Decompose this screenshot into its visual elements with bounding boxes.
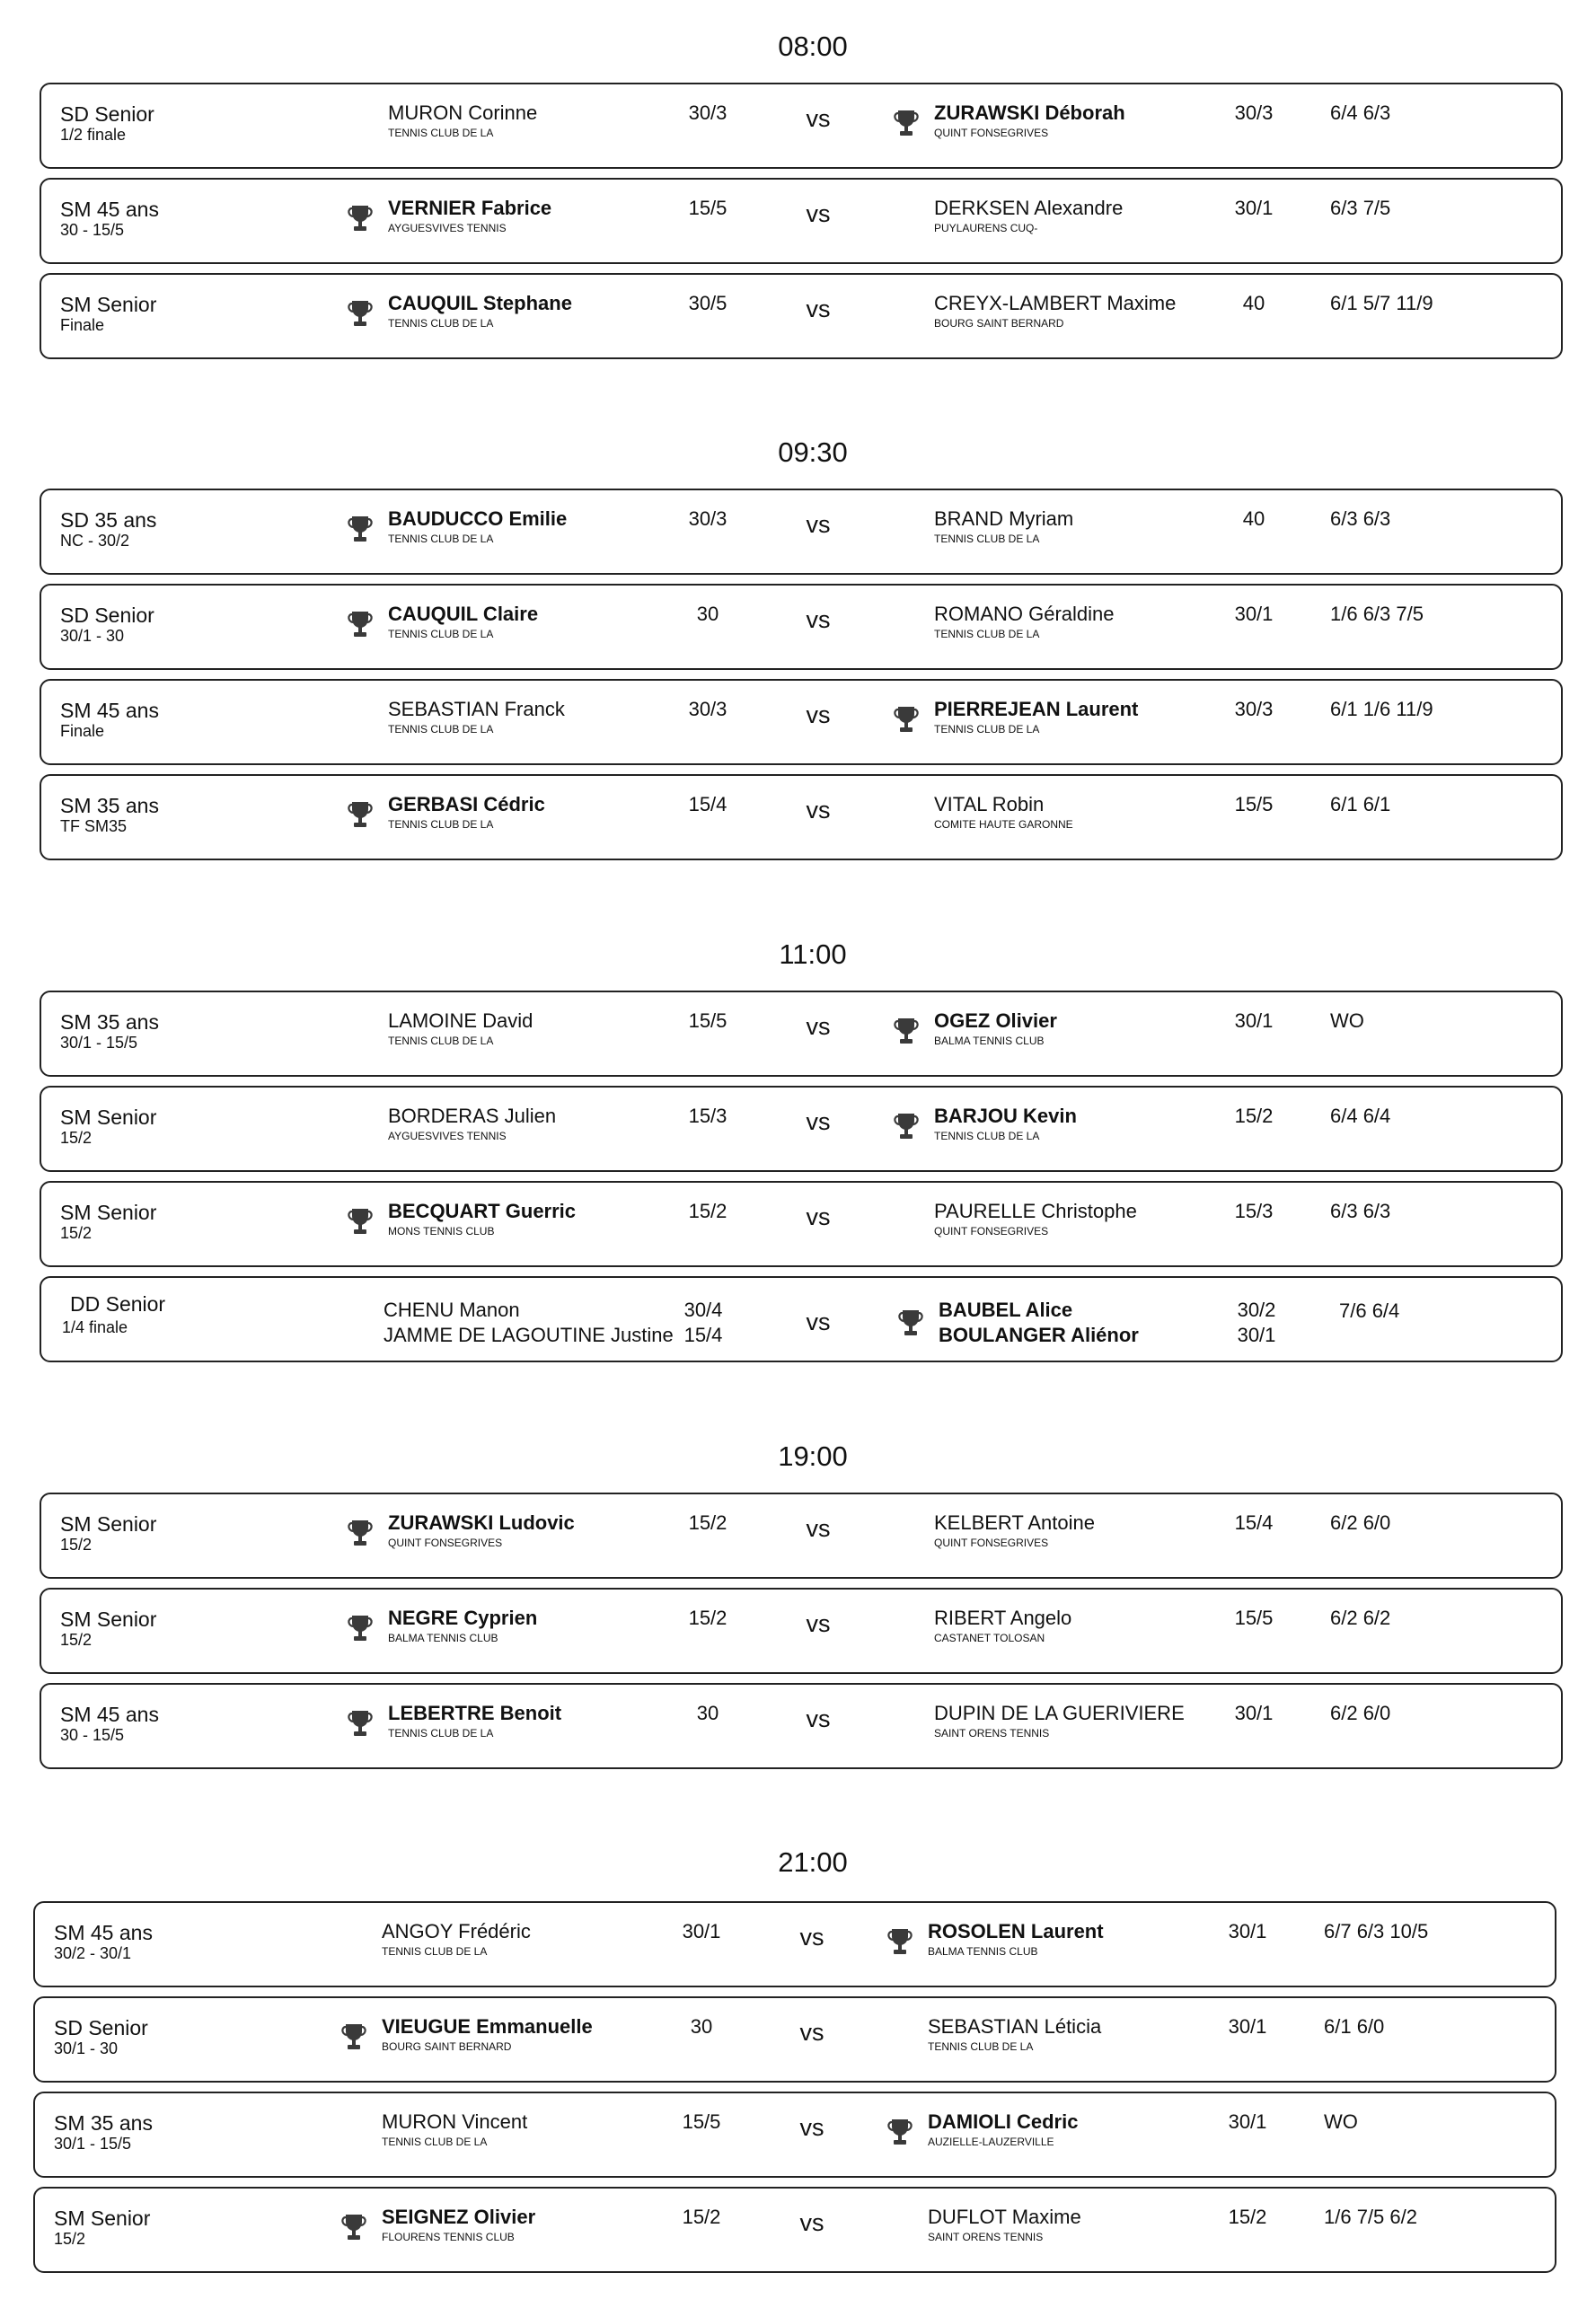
player1-name: NEGRE Cyprien <box>388 1607 538 1629</box>
session-time: 21:00 <box>778 1846 848 1878</box>
player2-club: TENNIS CLUB DE LA <box>934 533 1040 545</box>
round-label: 30 - 15/5 <box>60 221 125 239</box>
versus-label: vs <box>806 606 831 633</box>
match-card <box>40 774 1563 860</box>
player2-name: ZURAWSKI Déborah <box>934 101 1125 124</box>
session-time: 08:00 <box>778 31 848 62</box>
player2-club: TENNIS CLUB DE LA <box>934 1130 1040 1142</box>
match-card <box>33 2187 1556 2273</box>
match-card <box>33 2092 1556 2178</box>
player1-name: BAUDUCCO Emilie <box>388 507 568 530</box>
player1-name: VIEUGUE Emmanuelle <box>382 2015 593 2038</box>
player2-rank: 15/4 <box>1234 1511 1274 1534</box>
category-label: SM 45 ans <box>60 198 159 221</box>
trophy-icon <box>893 108 920 138</box>
trophy-icon <box>347 799 374 830</box>
match-card <box>40 273 1563 359</box>
session-time: 19:00 <box>778 1440 848 1472</box>
round-label: 30/1 - 30 <box>60 627 125 645</box>
round-label: TF SM35 <box>60 817 128 835</box>
versus-label: vs <box>806 701 831 728</box>
player2-club: CASTANET TOLOSAN <box>934 1632 1045 1644</box>
match-category <box>60 699 159 740</box>
match-card <box>40 178 1563 264</box>
player2-rank: 15/5 <box>1234 1607 1274 1629</box>
player1-rank: 15/3 <box>688 1105 727 1127</box>
player2-club: PUYLAURENS CUQ- <box>934 222 1038 234</box>
player2-rank: 15/3 <box>1234 1200 1274 1222</box>
trophy-icon <box>347 514 374 544</box>
match-card <box>40 1276 1563 1362</box>
match-category <box>54 2111 153 2153</box>
match-category <box>54 1921 153 1962</box>
player2-club: SAINT ORENS TENNIS <box>928 2231 1044 2243</box>
player2-club: AUZIELLE-LAUZERVILLE <box>928 2136 1054 2148</box>
player1-club: MONS TENNIS CLUB <box>388 1225 495 1238</box>
versus-label: vs <box>806 1013 831 1040</box>
player2-rank: 30/3 <box>1234 101 1274 124</box>
trophy-icon <box>340 2212 367 2242</box>
match-category <box>54 2016 148 2057</box>
player2-name: PAURELLE Christophe <box>934 1200 1137 1222</box>
category-label: SM 45 ans <box>60 1703 159 1726</box>
match-card <box>40 1493 1563 1579</box>
match-card <box>40 1086 1563 1172</box>
versus-label: vs <box>806 1308 831 1335</box>
category-label: DD Senior <box>70 1292 166 1316</box>
player1-rank: 15/2 <box>688 1511 727 1534</box>
match-score: WO <box>1330 1009 1364 1032</box>
match-card <box>40 1683 1563 1769</box>
trophy-icon <box>347 1613 374 1643</box>
trophy-icon <box>347 1708 374 1739</box>
match-card <box>33 1996 1556 2083</box>
match-score: 1/6 6/3 7/5 <box>1330 603 1424 625</box>
category-label: SM Senior <box>60 1105 157 1129</box>
player2-name: KELBERT Antoine <box>934 1511 1095 1534</box>
player1-club: TENNIS CLUB DE LA <box>388 533 494 545</box>
player2-name: ROMANO Géraldine <box>934 603 1115 625</box>
match-score: 6/3 6/3 <box>1330 1200 1391 1222</box>
player1-name: ZURAWSKI Ludovic <box>388 1511 575 1534</box>
match-score: 6/4 6/3 <box>1330 101 1391 124</box>
player1-name: LEBERTRE Benoit <box>388 1702 562 1724</box>
match-score: 6/2 6/0 <box>1330 1702 1391 1724</box>
player1-club: TENNIS CLUB DE LA <box>382 2136 488 2148</box>
round-label: 15/2 <box>60 1536 93 1554</box>
match-category <box>62 1292 166 1336</box>
match-card <box>40 584 1563 670</box>
player2-name: RIBERT Angelo <box>934 1607 1072 1629</box>
match-score: 6/2 6/2 <box>1330 1607 1391 1629</box>
trophy-icon <box>347 203 374 233</box>
player1-rank: 30/3 <box>688 101 727 124</box>
match-category <box>60 293 156 334</box>
player1-rank: 15/4 <box>688 793 727 815</box>
trophy-icon <box>893 1016 920 1046</box>
trophy-icon <box>897 1308 924 1338</box>
match-card <box>40 679 1563 765</box>
category-label: SM 35 ans <box>54 2111 153 2135</box>
player2-rank: 30/1 <box>1234 603 1274 625</box>
team1-player-name: CHENU Manon <box>384 1299 520 1321</box>
versus-label: vs <box>806 1705 831 1732</box>
category-label: SD Senior <box>54 2016 148 2039</box>
trophy-icon <box>886 2117 913 2147</box>
category-label: SM Senior <box>54 2207 151 2230</box>
player2-club: TENNIS CLUB DE LA <box>928 2040 1034 2053</box>
player2-rank: 30/1 <box>1228 1920 1267 1942</box>
versus-label: vs <box>799 2019 824 2046</box>
player1-name: LAMOINE David <box>388 1009 533 1032</box>
player2-name: SEBASTIAN Léticia <box>928 2015 1102 2038</box>
match-score: 6/1 1/6 11/9 <box>1330 698 1433 720</box>
versus-label: vs <box>799 1924 824 1951</box>
player2-rank: 15/2 <box>1234 1105 1274 1127</box>
versus-label: vs <box>806 1203 831 1230</box>
player1-club: BALMA TENNIS CLUB <box>388 1632 498 1644</box>
player1-name: ANGOY Frédéric <box>382 1920 531 1942</box>
player1-rank: 15/2 <box>682 2206 721 2228</box>
match-score: 6/4 6/4 <box>1330 1105 1391 1127</box>
round-label: 15/2 <box>60 1224 93 1242</box>
category-label: SM Senior <box>60 1201 157 1224</box>
trophy-icon <box>893 1111 920 1141</box>
player1-club: AYGUESVIVES TENNIS <box>388 222 507 234</box>
trophy-icon <box>893 704 920 735</box>
match-category <box>60 1010 159 1052</box>
versus-label: vs <box>806 797 831 824</box>
round-label: 30/1 - 15/5 <box>60 1034 138 1052</box>
round-label: 1/2 finale <box>60 126 127 144</box>
player2-rank: 30/1 <box>1228 2110 1267 2133</box>
category-label: SM Senior <box>60 293 157 316</box>
player2-rank: 30/1 <box>1228 2015 1267 2038</box>
player1-name: SEIGNEZ Olivier <box>382 2206 536 2228</box>
team2-player-rank: 30/1 <box>1237 1324 1276 1346</box>
player1-rank: 15/5 <box>688 1009 727 1032</box>
trophy-icon <box>347 1206 374 1237</box>
player1-name: SEBASTIAN Franck <box>388 698 565 720</box>
trophy-icon <box>347 298 374 329</box>
player1-rank: 30/1 <box>682 1920 721 1942</box>
player1-club: TENNIS CLUB DE LA <box>388 818 494 831</box>
match-category <box>60 198 159 239</box>
player1-club: FLOURENS TENNIS CLUB <box>382 2231 515 2243</box>
session-time: 09:30 <box>778 436 848 468</box>
match-score: 6/1 6/1 <box>1330 793 1391 815</box>
player2-club: QUINT FONSEGRIVES <box>934 1225 1049 1238</box>
match-score: 6/3 7/5 <box>1330 197 1391 219</box>
category-label: SM 45 ans <box>60 699 159 722</box>
player1-rank: 30/3 <box>688 698 727 720</box>
player1-name: GERBASI Cédric <box>388 793 545 815</box>
player1-rank: 15/5 <box>688 197 727 219</box>
player2-name: DUPIN DE LA GUERIVIERE <box>934 1702 1185 1724</box>
player1-club: BOURG SAINT BERNARD <box>382 2040 512 2053</box>
versus-label: vs <box>806 1610 831 1637</box>
player1-rank: 30/3 <box>688 507 727 530</box>
match-category <box>60 794 159 835</box>
player1-club: TENNIS CLUB DE LA <box>388 628 494 640</box>
player1-rank: 30 <box>690 2015 713 2038</box>
match-score: 6/2 6/0 <box>1330 1511 1391 1534</box>
match-category <box>54 2207 150 2248</box>
player1-name: MURON Vincent <box>382 2110 528 2133</box>
versus-label: vs <box>806 1515 831 1542</box>
player2-name: OGEZ Olivier <box>934 1009 1057 1032</box>
player2-name: PIERREJEAN Laurent <box>934 698 1139 720</box>
player1-name: BORDERAS Julien <box>388 1105 557 1127</box>
player2-name: VITAL Robin <box>934 793 1045 815</box>
match-category <box>60 1512 156 1554</box>
match-score: WO <box>1324 2110 1358 2133</box>
player1-rank: 30 <box>696 1702 719 1724</box>
round-label: 30 - 15/5 <box>60 1726 125 1744</box>
player2-club: TENNIS CLUB DE LA <box>934 723 1040 736</box>
player2-name: ROSOLEN Laurent <box>928 1920 1104 1942</box>
match-score: 7/6 6/4 <box>1339 1299 1400 1322</box>
match-category <box>60 508 156 550</box>
team1-player-name: JAMME DE LAGOUTINE Justine <box>384 1324 674 1346</box>
versus-label: vs <box>806 105 831 132</box>
match-category <box>60 603 154 645</box>
team1-player-rank: 15/4 <box>683 1324 723 1346</box>
team2-player-rank: 30/2 <box>1237 1299 1276 1321</box>
round-label: 30/1 - 30 <box>54 2039 119 2057</box>
player2-name: DERKSEN Alexandre <box>934 197 1124 219</box>
player1-club: TENNIS CLUB DE LA <box>388 127 494 139</box>
player2-club: BOURG SAINT BERNARD <box>934 317 1064 330</box>
player1-rank: 30/5 <box>688 292 727 314</box>
round-label: NC - 30/2 <box>60 532 130 550</box>
player2-name: BRAND Myriam <box>934 507 1074 530</box>
category-label: SM Senior <box>60 1512 157 1536</box>
player1-name: CAUQUIL Claire <box>388 603 539 625</box>
category-label: SM 35 ans <box>60 1010 159 1034</box>
session-time: 11:00 <box>779 938 847 970</box>
player2-rank: 30/1 <box>1234 197 1274 219</box>
match-card <box>40 1181 1563 1267</box>
player2-name: DAMIOLI Cedric <box>928 2110 1079 2133</box>
player2-rank: 15/5 <box>1234 793 1274 815</box>
trophy-icon <box>347 609 374 639</box>
match-category <box>60 1201 156 1242</box>
versus-label: vs <box>799 2209 824 2236</box>
player1-name: MURON Corinne <box>388 101 538 124</box>
versus-label: vs <box>806 295 831 322</box>
match-card <box>40 83 1563 169</box>
player2-club: BALMA TENNIS CLUB <box>934 1035 1045 1047</box>
player2-rank: 30/1 <box>1234 1702 1274 1724</box>
round-label: 1/4 finale <box>62 1318 128 1336</box>
player1-name: CAUQUIL Stephane <box>388 292 572 314</box>
player1-rank: 15/2 <box>688 1607 727 1629</box>
player1-club: QUINT FONSEGRIVES <box>388 1537 503 1549</box>
match-score: 6/3 6/3 <box>1330 507 1391 530</box>
versus-label: vs <box>806 511 831 538</box>
category-label: SD 35 ans <box>60 508 157 532</box>
player2-club: QUINT FONSEGRIVES <box>934 127 1049 139</box>
round-label: Finale <box>60 316 105 334</box>
category-label: SM 45 ans <box>54 1921 153 1944</box>
team2-player-name: BAUBEL Alice <box>939 1299 1073 1321</box>
trophy-icon <box>347 1518 374 1548</box>
player1-club: TENNIS CLUB DE LA <box>388 1035 494 1047</box>
player2-name: DUFLOT Maxime <box>928 2206 1081 2228</box>
match-score: 6/7 6/3 10/5 <box>1324 1920 1429 1942</box>
match-score: 1/6 7/5 6/2 <box>1324 2206 1417 2228</box>
player2-club: SAINT ORENS TENNIS <box>934 1727 1050 1740</box>
match-score: 6/1 6/0 <box>1324 2015 1385 2038</box>
player2-club: TENNIS CLUB DE LA <box>934 628 1040 640</box>
round-label: Finale <box>60 722 105 740</box>
match-card <box>40 489 1563 575</box>
player2-club: BALMA TENNIS CLUB <box>928 1945 1038 1958</box>
player2-name: CREYX-LAMBERT Maxime <box>934 292 1177 314</box>
category-label: SM Senior <box>60 1608 157 1631</box>
player1-rank: 30 <box>696 603 719 625</box>
match-card <box>33 1901 1556 1987</box>
category-label: SD Senior <box>60 102 154 126</box>
category-label: SD Senior <box>60 603 154 627</box>
player1-rank: 15/2 <box>688 1200 727 1222</box>
match-category <box>60 1608 156 1649</box>
match-card <box>40 1588 1563 1674</box>
player2-rank: 30/3 <box>1234 698 1274 720</box>
round-label: 15/2 <box>60 1631 93 1649</box>
match-category <box>60 1703 159 1744</box>
team2-player-name: BOULANGER Aliénor <box>939 1324 1139 1346</box>
versus-label: vs <box>799 2114 824 2141</box>
player1-club: TENNIS CLUB DE LA <box>388 317 494 330</box>
round-label: 15/2 <box>54 2230 86 2248</box>
round-label: 30/1 - 15/5 <box>54 2135 132 2153</box>
player2-rank: 40 <box>1242 292 1265 314</box>
player2-rank: 40 <box>1242 507 1265 530</box>
player1-rank: 15/5 <box>682 2110 721 2133</box>
round-label: 30/2 - 30/1 <box>54 1944 132 1962</box>
player2-club: COMITE HAUTE GARONNE <box>934 818 1073 831</box>
player1-club: AYGUESVIVES TENNIS <box>388 1130 507 1142</box>
player1-club: TENNIS CLUB DE LA <box>388 723 494 736</box>
player1-club: TENNIS CLUB DE LA <box>388 1727 494 1740</box>
player2-rank: 15/2 <box>1228 2206 1267 2228</box>
player2-rank: 30/1 <box>1234 1009 1274 1032</box>
player1-name: VERNIER Fabrice <box>388 197 552 219</box>
trophy-icon <box>886 1926 913 1957</box>
match-score: 6/1 5/7 11/9 <box>1330 292 1433 314</box>
match-category <box>60 102 154 144</box>
trophy-icon <box>340 2022 367 2052</box>
player1-name: BECQUART Guerric <box>388 1200 577 1222</box>
player1-club: TENNIS CLUB DE LA <box>382 1945 488 1958</box>
round-label: 15/2 <box>60 1129 93 1147</box>
player2-club: QUINT FONSEGRIVES <box>934 1537 1049 1549</box>
versus-label: vs <box>806 200 831 227</box>
player2-name: BARJOU Kevin <box>934 1105 1077 1127</box>
match-category <box>60 1105 156 1147</box>
category-label: SM 35 ans <box>60 794 159 817</box>
versus-label: vs <box>806 1108 831 1135</box>
match-card <box>40 991 1563 1077</box>
team1-player-rank: 30/4 <box>683 1299 723 1321</box>
